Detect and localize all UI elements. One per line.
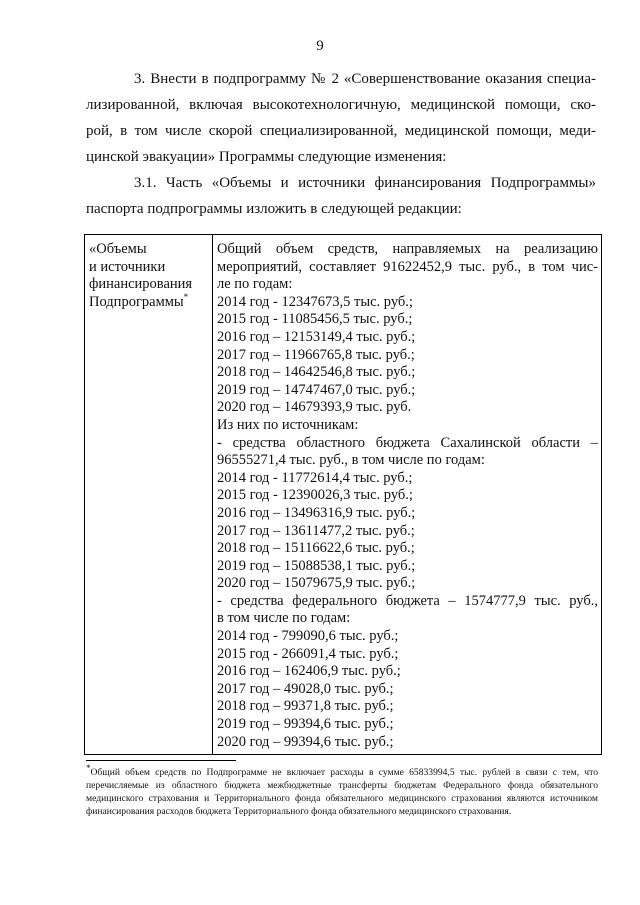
content-line: 2016 год – 13496316,9 тыс. руб.; [217, 504, 416, 521]
content-line: 2017 год – 49028,0 тыс. руб.; [217, 680, 394, 697]
content-line: 2019 год – 99394,6 тыс. руб.; [217, 716, 394, 733]
footnote-text: Общий объем средств по Подпрограмме не включает расходы в сумме 65833994,5 тыс. рублей в связи с тем, что перечисляемые из областного бюджета межбюджетные трансферты бюджетам Федерального фонда обязательного медицинского страхования и Территориального фонда обязательного медицинского страхования являются источником финансирования расходов бюджета Территориального фонда обязательного медицинского страхования. [86, 767, 598, 817]
footnote [86, 762, 598, 818]
content-line: Общий объем средств, направляемых на реализацию [217, 241, 598, 257]
label-line: «Объемы [89, 241, 147, 257]
content-line: 2014 год - 11772614,4 тыс. руб.; [217, 469, 413, 486]
content-line: 2015 год - 266091,4 тыс. руб.; [217, 645, 399, 662]
funding-table [84, 234, 602, 755]
text-line: цинской эвакуации» Программы следующие изменения: [86, 149, 447, 165]
paragraph-amendment-intro [86, 66, 596, 170]
table-label-cell [85, 235, 213, 755]
content-line: - средства областного бюджета Сахалинской области – [217, 434, 598, 451]
footnote-marker: * [86, 762, 91, 773]
content-line: 2016 год – 162406,9 тыс. руб.; [217, 663, 401, 680]
paragraph-part-3-1 [86, 170, 596, 222]
content-line: 96555271,4 тыс. руб., в том числе по годам: [217, 452, 485, 469]
content-line: 2016 год – 12153149,4 тыс. руб.; [217, 328, 416, 345]
content-line: 2015 год - 11085456,5 тыс. руб.; [217, 311, 413, 328]
content-line: 2018 год – 15116622,6 тыс. руб.; [217, 540, 415, 557]
content-line: 2018 год – 14642546,8 тыс. руб.; [217, 364, 416, 381]
content-line: 2014 год - 12347673,5 тыс. руб.; [217, 293, 413, 310]
text-line: паспорта подпрограммы изложить в следующей редакции: [86, 201, 462, 217]
content-line: 2020 год – 15079675,9 тыс. руб.; [217, 575, 416, 592]
table-content-cell [213, 235, 602, 755]
content-line: 2019 год – 14747467,0 тыс. руб.; [217, 381, 416, 398]
content-line: 2015 год - 12390026,3 тыс. руб.; [217, 487, 413, 504]
content-line: 2017 год – 11966765,8 тыс. руб.; [217, 346, 415, 363]
label-line: и источники [89, 258, 166, 275]
text-line: рой, в том числе скорой специализированной, медицинской помощи, меди- [86, 123, 596, 139]
content-line: в том числе по годам: [217, 610, 351, 627]
content-line: 2014 год - 799090,6 тыс. руб.; [217, 628, 399, 645]
label-text: Подпрограммы [89, 293, 184, 310]
table-row [85, 235, 602, 755]
text-line: 3. Внести в подпрограмму № 2 «Совершенствование оказания специа- [134, 71, 596, 87]
content-line: мероприятий, составляет 91622452,9 тыс. руб., в том чис- [217, 258, 598, 275]
content-line: Из них по источникам: [217, 416, 359, 433]
content-line: 2019 год – 15088538,1 тыс. руб.; [217, 557, 416, 574]
label-line: финансирования [89, 276, 193, 293]
content-line: 2018 год – 99371,8 тыс. руб.; [217, 698, 394, 715]
label-line [89, 291, 209, 312]
footnote-divider [86, 760, 236, 761]
text-line: 3.1. Часть «Объемы и источники финансирования Подпрограммы» [134, 175, 596, 191]
content-line: 2017 год – 13611477,2 тыс. руб.; [217, 522, 415, 539]
page-number: 9 [316, 38, 324, 54]
content-line: 2020 год – 14679393,9 тыс. руб. [217, 399, 412, 416]
content-line: - средства федерального бюджета – 1574777,9 тыс. руб., [217, 592, 598, 609]
footnote-marker: * [183, 291, 189, 302]
content-line: ле по годам: [217, 276, 293, 293]
content-line: 2020 год – 99394,6 тыс. руб.; [217, 733, 394, 750]
text-line: лизированной, включая высокотехнологичную, медицинской помощи, ско- [86, 97, 596, 113]
